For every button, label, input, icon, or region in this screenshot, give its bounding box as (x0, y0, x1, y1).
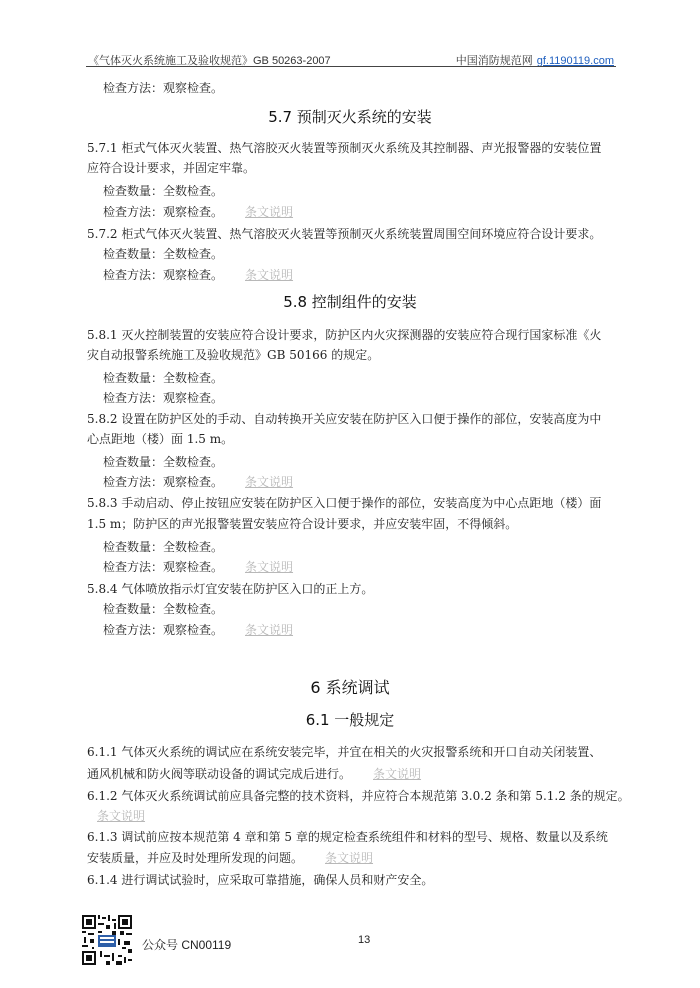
check-quantity: 检查数量：全数检查。 (103, 540, 224, 554)
clause-5-8-3: 5.8.3 手动启动、停止按钮应安装在防护区入口便于操作的部位，安装高度为中心点距地（楼）面 (87, 496, 602, 510)
clause-5-8-2: 5.8.2 设置在防护区处的手动、自动转换开关应安装在防护区入口便于操作的部位，安装高度为中 (87, 412, 602, 426)
check-method: 检查方法：观察检查。 (103, 205, 224, 219)
clause-explanation-link[interactable]: 条文说明 (245, 475, 294, 489)
check-quantity: 检查数量：全数检查。 (103, 371, 224, 385)
clause-6-1-4: 6.1.4 进行调试试验时，应采取可靠措施，确保人员和财产安全。 (87, 873, 434, 887)
clause-explanation-link[interactable]: 条文说明 (245, 205, 294, 219)
check-method-row (103, 559, 293, 575)
header-rule (86, 66, 616, 67)
check-method: 检查方法：观察检查。 (103, 560, 224, 574)
clause-5-7-2: 5.7.2 柜式气体灭火装置、热气溶胶灭火装置等预制灭火系统装置周围空间环境应符合设计要求。 (87, 227, 602, 241)
check-method: 检查方法：观察检查。 (103, 268, 224, 282)
clause-6-1-1-cont (87, 766, 421, 782)
clause-explanation-link[interactable]: 条文说明 (245, 623, 294, 637)
header-site-name: 中国消防规范网 (455, 55, 533, 67)
check-method-row (103, 622, 293, 638)
qr-code-icon (82, 915, 132, 965)
header-site-link[interactable]: gf.1190119.com (536, 55, 614, 67)
clause-5-8-4: 5.8.4 气体喷放指示灯宜安装在防护区入口的正上方。 (87, 582, 374, 596)
clause-5-7-1: 5.7.1 柜式气体灭火装置、热气溶胶灭火装置等预制灭火系统及其控制器、声光报警器的安装位置 (87, 141, 602, 155)
footer-wechat-label: 公众号 CN00119 (142, 938, 232, 952)
clause-6-1-2-link-row (97, 808, 145, 824)
clause-5-7-1-cont: 应符合设计要求，并固定牢靠。 (87, 161, 256, 175)
section-title-5-7: 5.7 预制灭火系统的安装 (268, 108, 432, 126)
clause-explanation-link[interactable]: 条文说明 (245, 560, 294, 574)
check-method-row (103, 474, 293, 490)
clause-6-1-3-cont (87, 850, 373, 866)
clause-5-8-3-cont: 1.5 m；防护区的声光报警装置安装应符合设计要求，并应安装牢固，不得倾斜。 (87, 517, 518, 531)
page-number: 13 (358, 934, 371, 946)
clause-explanation-link[interactable]: 条文说明 (325, 851, 374, 865)
clause-text: 通风机械和防火阀等联动设备的调试完成后进行。 (87, 767, 352, 781)
check-method-row (103, 267, 293, 283)
check-quantity: 检查数量：全数检查。 (103, 602, 224, 616)
check-method: 检查方法：观察检查。 (103, 81, 224, 95)
check-quantity: 检查数量：全数检查。 (103, 247, 224, 261)
clause-text: 安装质量，并应及时处理所发现的问题。 (87, 851, 304, 865)
check-method: 检查方法：观察检查。 (103, 475, 224, 489)
clause-5-8-1: 5.8.1 灭火控制装置的安装应符合设计要求，防护区内火灾探测器的安装应符合现行国家标准《火 (87, 328, 602, 342)
header-doc-title: 《气体灭火系统施工及验收规范》GB 50263-2007 (88, 55, 331, 67)
check-method: 检查方法：观察检查。 (103, 391, 224, 405)
clause-5-8-2-cont: 心点距地（楼）面 1.5 m。 (87, 432, 234, 446)
section-title-5-8: 5.8 控制组件的安装 (283, 293, 417, 311)
check-method-row (103, 204, 293, 220)
section-title-6-1: 6.1 一般规定 (305, 711, 395, 729)
clause-explanation-link[interactable]: 条文说明 (245, 268, 294, 282)
check-quantity: 检查数量：全数检查。 (103, 184, 224, 198)
clause-explanation-link[interactable]: 条文说明 (373, 767, 422, 781)
check-method: 检查方法：观察检查。 (103, 623, 224, 637)
clause-5-8-1-cont: 灾自动报警系统施工及验收规范》GB 50166 的规定。 (87, 348, 380, 362)
clause-6-1-2: 6.1.2 气体灭火系统调试前应具备完整的技术资料，并应符合本规范第 3.0.2 条和第 5.1.2 条的规定。 (87, 789, 630, 803)
clause-explanation-link[interactable]: 条文说明 (97, 809, 146, 823)
chapter-title-6: 6 系统调试 (310, 678, 390, 697)
clause-6-1-1: 6.1.1 气体灭火系统的调试应在系统安装完毕，并宜在相关的火灾报警系统和开口自动关闭装置、 (87, 745, 602, 759)
clause-6-1-3: 6.1.3 调试前应按本规范第 4 章和第 5 章的规定检查系统组件和材料的型号、规格、数量以及系统 (87, 830, 608, 844)
check-quantity: 检查数量：全数检查。 (103, 455, 224, 469)
